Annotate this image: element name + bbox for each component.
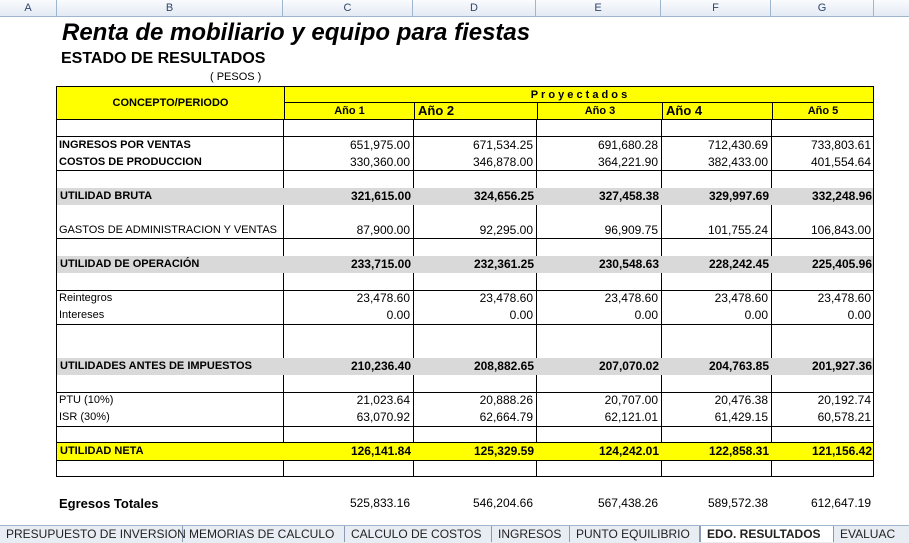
- utilidad-operacion-year-5[interactable]: 225,405.96: [811, 257, 872, 271]
- reintegros-year-2[interactable]: 23,478.60: [479, 291, 533, 305]
- costos-year-2[interactable]: 346,878.00: [472, 155, 533, 169]
- antes-impuestos-year-2[interactable]: 208,882.65: [473, 359, 534, 373]
- intereses-year-3[interactable]: 0.00: [634, 308, 658, 322]
- projected-header[interactable]: P r o y e c t a d o s: [284, 87, 873, 103]
- row-costos: [56, 154, 874, 171]
- concept-header[interactable]: CONCEPTO/PERIODO: [112, 97, 229, 109]
- row-antes-impuestos: [56, 358, 874, 375]
- column-header-d[interactable]: D: [413, 0, 536, 16]
- isr-year-5[interactable]: 60,578.21: [817, 410, 871, 424]
- ptu-year-3[interactable]: 20,707.00: [604, 393, 658, 407]
- tab-presupuesto-inversion[interactable]: PRESUPUESTO DE INVERSION: [0, 526, 183, 542]
- tab-punto-equilibrio[interactable]: PUNTO EQUILIBRIO: [570, 526, 700, 542]
- row-utilidad-neta: [56, 443, 874, 460]
- utilidad-neta-year-1[interactable]: 126,141.84: [350, 444, 411, 458]
- utilidad-operacion-year-2[interactable]: 232,361.25: [473, 257, 534, 271]
- column-header-a[interactable]: A: [0, 0, 57, 16]
- intereses-year-5[interactable]: 0.00: [847, 308, 871, 322]
- reintegros-year-4[interactable]: 23,478.60: [714, 291, 768, 305]
- ptu-year-2[interactable]: 20,888.26: [479, 393, 533, 407]
- column-header-g[interactable]: G: [771, 0, 874, 16]
- utilidad-neta-year-2[interactable]: 125,329.59: [473, 444, 534, 458]
- label-utilidad-neta[interactable]: UTILIDAD NETA: [60, 445, 144, 457]
- utilidad-bruta-year-1[interactable]: 321,615.00: [350, 189, 411, 203]
- utilidad-bruta-year-5[interactable]: 332,248.96: [811, 189, 872, 203]
- year-4-header[interactable]: Año 4: [662, 103, 772, 119]
- tab-memorias-calculo[interactable]: MEMORIAS DE CALCULO: [183, 526, 345, 542]
- utilidad-neta-year-5[interactable]: 121,156.42: [811, 444, 872, 458]
- label-antes-impuestos[interactable]: UTILIDADES ANTES DE IMPUESTOS: [60, 360, 252, 372]
- gastos-year-3[interactable]: 96,909.75: [604, 223, 658, 237]
- year-3-header[interactable]: Año 3: [537, 103, 662, 119]
- column-header-c[interactable]: C: [283, 0, 413, 16]
- antes-impuestos-year-5[interactable]: 201,927.36: [811, 359, 872, 373]
- row-utilidad-bruta: [56, 188, 874, 205]
- ptu-year-1[interactable]: 21,023.64: [356, 393, 410, 407]
- ingresos-year-4[interactable]: 712,430.69: [707, 138, 768, 152]
- gastos-year-1[interactable]: 87,900.00: [356, 223, 410, 237]
- costos-year-5[interactable]: 401,554.64: [810, 155, 871, 169]
- ingresos-year-1[interactable]: 651,975.00: [349, 138, 410, 152]
- row-ptu: [56, 392, 874, 409]
- year-5-header[interactable]: Año 5: [772, 103, 873, 119]
- egresos-year-1[interactable]: 525,833.16: [349, 496, 410, 510]
- utilidad-neta-year-4[interactable]: 122,858.31: [708, 444, 769, 458]
- costos-year-1[interactable]: 330,360.00: [349, 155, 410, 169]
- utilidad-operacion-year-1[interactable]: 233,715.00: [350, 257, 411, 271]
- row-utilidad-operacion: [56, 256, 874, 273]
- row-egresos: [56, 494, 874, 513]
- intereses-year-2[interactable]: 0.00: [509, 308, 533, 322]
- egresos-year-5[interactable]: 612,647.19: [810, 496, 871, 510]
- isr-year-1[interactable]: 63,070.92: [356, 410, 410, 424]
- label-egresos[interactable]: Egresos Totales: [59, 496, 159, 511]
- row-intereses: [56, 307, 874, 324]
- tab-ingresos[interactable]: INGRESOS: [492, 526, 570, 542]
- isr-year-4[interactable]: 61,429.15: [714, 410, 768, 424]
- label-ptu[interactable]: PTU (10%): [59, 394, 114, 406]
- label-reintegros[interactable]: Reintegros: [59, 292, 113, 304]
- label-gastos[interactable]: GASTOS DE ADMINISTRACION Y VENTAS: [59, 224, 278, 236]
- tab-calculo-costos[interactable]: CALCULO DE COSTOS: [345, 526, 492, 542]
- isr-year-2[interactable]: 62,664.79: [479, 410, 533, 424]
- intereses-year-4[interactable]: 0.00: [744, 308, 768, 322]
- label-costos[interactable]: COSTOS DE PRODUCCION: [59, 156, 202, 168]
- gastos-year-5[interactable]: 106,843.00: [810, 223, 871, 237]
- egresos-year-2[interactable]: 546,204.66: [472, 496, 533, 510]
- label-isr[interactable]: ISR (30%): [59, 411, 110, 423]
- column-header-h[interactable]: [874, 0, 909, 16]
- utilidad-operacion-year-3[interactable]: 230,548.63: [598, 257, 659, 271]
- egresos-year-3[interactable]: 567,438.26: [597, 496, 658, 510]
- gastos-year-2[interactable]: 92,295.00: [479, 223, 533, 237]
- column-header-e[interactable]: E: [536, 0, 661, 16]
- unit-label: ( PESOS ): [210, 71, 262, 83]
- ingresos-year-3[interactable]: 691,680.28: [597, 138, 658, 152]
- reintegros-year-1[interactable]: 23,478.60: [356, 291, 410, 305]
- label-utilidad-operacion[interactable]: UTILIDAD DE OPERACIÓN: [60, 258, 200, 270]
- antes-impuestos-year-4[interactable]: 204,763.85: [708, 359, 769, 373]
- label-ingresos[interactable]: INGRESOS POR VENTAS: [59, 139, 191, 151]
- utilidad-neta-year-3[interactable]: 124,242.01: [598, 444, 659, 458]
- tab-edo-resultados[interactable]: EDO. RESULTADOS: [700, 526, 834, 542]
- reintegros-year-3[interactable]: 23,478.60: [604, 291, 658, 305]
- ingresos-year-2[interactable]: 671,534.25: [472, 138, 533, 152]
- tab-evaluac[interactable]: EVALUAC: [840, 527, 896, 541]
- label-intereses[interactable]: Intereses: [59, 309, 105, 321]
- utilidad-operacion-year-4[interactable]: 228,242.45: [708, 257, 769, 271]
- ingresos-year-5[interactable]: 733,803.61: [810, 138, 871, 152]
- row-ingresos: [56, 137, 874, 154]
- row-gastos: [56, 222, 874, 239]
- isr-year-3[interactable]: 62,121.01: [604, 410, 658, 424]
- sheet-tabs: [0, 525, 909, 543]
- ptu-year-4[interactable]: 20,476.38: [714, 393, 768, 407]
- column-header-bar: [0, 0, 909, 17]
- ptu-year-5[interactable]: 20,192.74: [817, 393, 871, 407]
- utilidad-bruta-year-2[interactable]: 324,656.25: [473, 189, 534, 203]
- year-2-header[interactable]: Año 2: [414, 103, 537, 119]
- row-isr: [56, 409, 874, 426]
- antes-impuestos-year-1[interactable]: 210,236.40: [350, 359, 411, 373]
- sheet-title: Renta de mobiliario y equipo para fiestas: [62, 19, 531, 46]
- reintegros-year-5[interactable]: 23,478.60: [817, 291, 871, 305]
- gastos-year-4[interactable]: 101,755.24: [707, 223, 768, 237]
- column-header-f[interactable]: F: [661, 0, 771, 16]
- utilidad-bruta-year-4[interactable]: 329,997.69: [708, 189, 769, 203]
- year-1-header[interactable]: Año 1: [284, 103, 414, 119]
- label-utilidad-bruta[interactable]: UTILIDAD BRUTA: [60, 190, 153, 202]
- sheet-subtitle: ESTADO DE RESULTADOS: [61, 50, 266, 67]
- costos-year-3[interactable]: 364,221.90: [597, 155, 658, 169]
- egresos-year-4[interactable]: 589,572.38: [707, 496, 768, 510]
- row-reintegros: [56, 290, 874, 307]
- table-header: [56, 86, 874, 120]
- antes-impuestos-year-3[interactable]: 207,070.02: [598, 359, 659, 373]
- costos-year-4[interactable]: 382,433.00: [707, 155, 768, 169]
- intereses-year-1[interactable]: 0.00: [386, 308, 410, 322]
- column-header-b[interactable]: B: [57, 0, 283, 16]
- utilidad-bruta-year-3[interactable]: 327,458.38: [598, 189, 659, 203]
